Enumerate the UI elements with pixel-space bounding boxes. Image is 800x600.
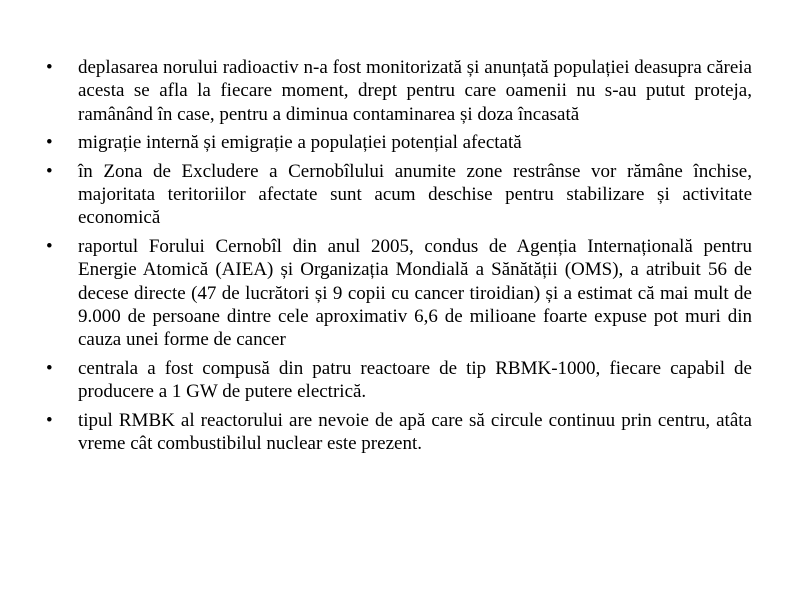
bullet-item xyxy=(46,160,752,230)
bullet-icon: • xyxy=(46,57,53,78)
bullet-list xyxy=(46,56,752,461)
bullet-text: raportul Forului Cernobîl din anul 2005, condus de Agenția Internațională pentru Energie Atomică (AIEA) și Organizația Mondială a Sănătății (OMS), a atribuit 56 de decese directe (47 de lucrători și 9 copii cu cancer tiroidian) și a estimat că mai mult de 9.000 de persoane dintre cele aproximativ 6,6 de milioane foarte expuse pot muri din cauza unei forme de cancer xyxy=(78,235,752,351)
bullet-icon: • xyxy=(46,160,53,182)
bullet-text: în Zona de Excludere a Cernobîlului anumite zone restrânse vor rămâne închise, majoritata teritoriilor afectate sunt acum deschise pentru stabilizare și activitate economică xyxy=(78,160,752,229)
bullet-icon: • xyxy=(46,409,53,431)
bullet-text: centrala a fost compusă din patru reactoare de tip RBMK-1000, fiecare capabil de producere a 1 GW de putere electrică. xyxy=(78,357,752,403)
bullet-item xyxy=(46,409,752,456)
bullet-text: deplasarea norului radioactiv n-a fost monitorizată și anunțată populației deasupra căreia acesta se afla la fiecare moment, drept pentru care oamenii nu s-au putut proteja, ramânând în case, pentru a diminua contaminarea și doza încasată xyxy=(78,57,752,125)
bullet-item xyxy=(46,131,752,154)
bullet-icon: • xyxy=(46,357,53,379)
bullet-text: migrație internă și emigrație a populației potențial afectată xyxy=(78,132,522,154)
bullet-text: tipul RMBK al reactorului are nevoie de apă care să circule continuu prin centru, atâta vreme cât combustibilul nuclear este prezent. xyxy=(78,409,752,455)
bullet-icon: • xyxy=(46,132,53,154)
bullet-item xyxy=(46,235,752,352)
bullet-item xyxy=(46,357,752,404)
bullet-item xyxy=(46,56,752,126)
bullet-icon: • xyxy=(46,235,53,257)
